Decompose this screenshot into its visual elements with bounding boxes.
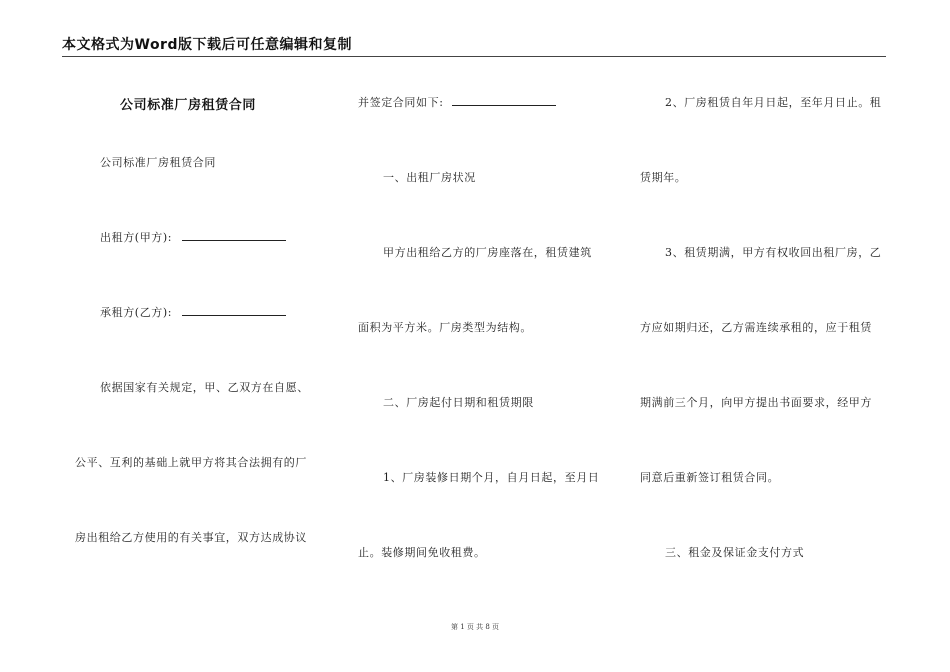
paragraph-line: 1、厂房装修日期个月，自月日起，至月日: [383, 471, 600, 484]
contract-title: 公司标准厂房租赁合同: [120, 98, 257, 113]
paragraph-line: 同意后重新签订租赁合同。: [640, 471, 780, 484]
header-text: 本文格式为Word版下载后可任意编辑和复制: [62, 37, 352, 53]
section-heading: 二、厂房起付日期和租赁期限: [383, 396, 534, 409]
paragraph-line: 房出租给乙方使用的有关事宜，双方达成协议: [75, 531, 307, 544]
document-header: [62, 34, 886, 57]
column-3: [640, 80, 888, 600]
column-1: [75, 80, 320, 600]
section-heading: 三、租金及保证金支付方式: [665, 546, 805, 559]
contract-subtitle: 公司标准厂房租赁合同: [100, 156, 216, 169]
paragraph-line: 方应如期归还，乙方需连续承租的，应于租赁: [640, 321, 872, 334]
lessor-blank: [182, 231, 286, 241]
sign-blank: [452, 96, 556, 106]
lessee-label: 承租方(乙方):: [100, 306, 173, 319]
paragraph-line: 甲方出租给乙方的厂房座落在，租赁建筑: [383, 246, 592, 259]
sign-label: 并签定合同如下:: [358, 96, 444, 109]
lessee-blank: [182, 306, 286, 316]
column-2: [358, 80, 608, 600]
paragraph-line: 面积为平方米。厂房类型为结构。: [358, 321, 532, 334]
paragraph-line: 3、租赁期满，甲方有权收回出租厂房，乙: [665, 246, 882, 259]
lessor-label: 出租方(甲方):: [100, 231, 173, 244]
paragraph-line: 公平、互利的基础上就甲方将其合法拥有的厂: [75, 456, 307, 469]
section-heading: 一、出租厂房状况: [383, 171, 476, 184]
lessor-line: [100, 229, 286, 245]
paragraph-line: 赁期年。: [640, 171, 687, 184]
paragraph-line: 2、厂房租赁自年月日起，至年月日止。租: [665, 96, 882, 109]
page-number: 第 1 页 共 8 页: [450, 623, 500, 631]
paragraph-line: 依据国家有关规定，甲、乙双方在自愿、: [100, 381, 309, 394]
lessee-line: [100, 304, 286, 320]
sign-line: [358, 94, 556, 110]
paragraph-line: 期满前三个月，向甲方提出书面要求，经甲方: [640, 396, 872, 409]
paragraph-line: 止。装修期间免收租费。: [358, 546, 486, 559]
